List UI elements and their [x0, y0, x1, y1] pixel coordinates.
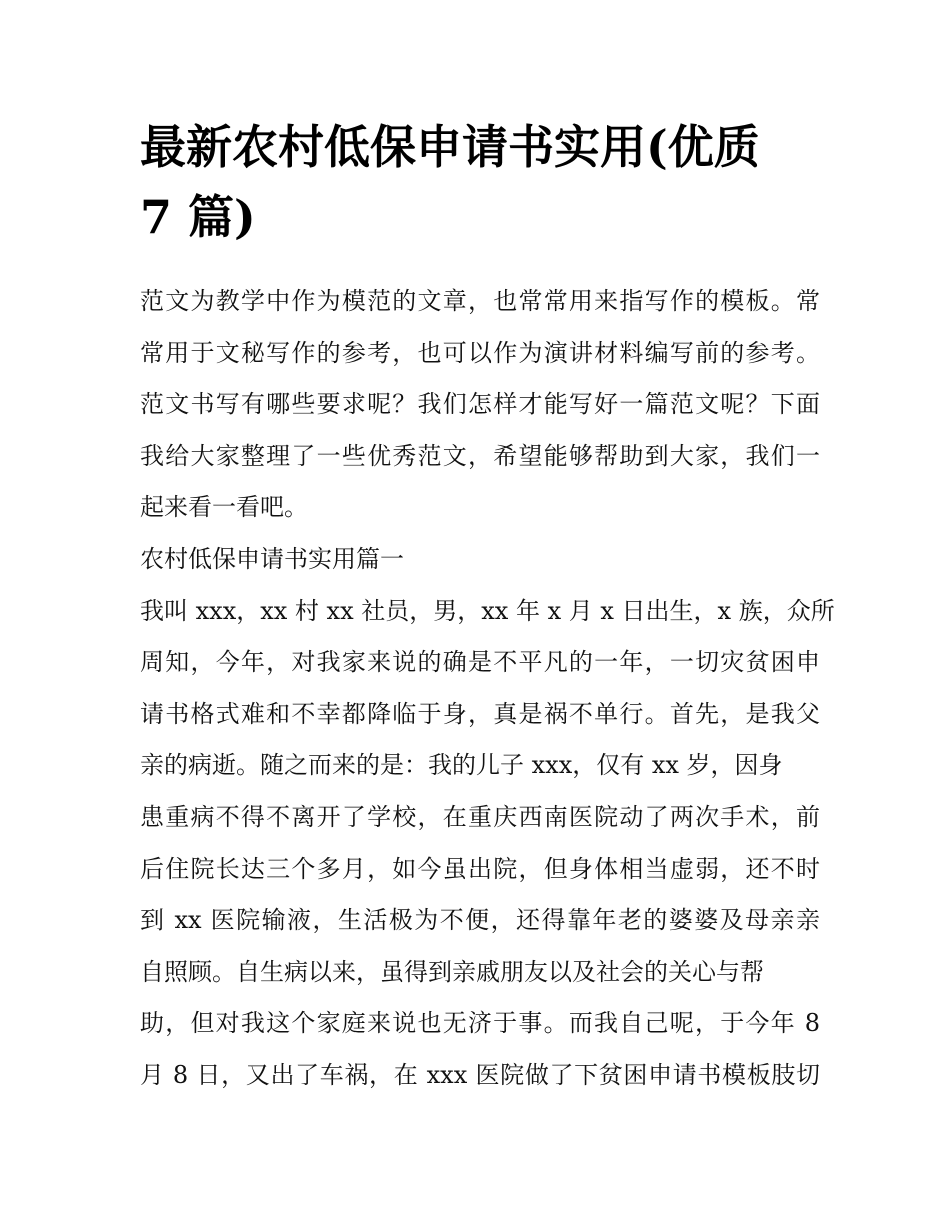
intro-line: 范文为教学中作为模范的文章，也常常用来指写作的模板。常: [140, 287, 820, 315]
intro-line: 我给大家整理了一些优秀范文，希望能够帮助到大家，我们一: [140, 441, 820, 470]
body-line: 自照顾。自生病以来，虽得到亲戚朋友以及社会的关心与帮: [140, 957, 764, 986]
title-line-1: 最新农村低保申请书实用(优质: [140, 120, 760, 174]
body-line: 周知，今年，对我家来说的确是不平凡的一年，一切灾贫困申: [140, 648, 820, 677]
body-line: 我叫 xxx，xx 村 xx 社员，男，xx 年 x 月 x 日出生，x 族，众所: [140, 596, 835, 625]
body-line: 月 8 日，又出了车祸，在 xxx 医院做了下贫困申请书模板肢切: [140, 1060, 820, 1089]
body-line: 患重病不得不离开了学校，在重庆西南医院动了两次手术，前: [140, 802, 820, 831]
body-line: 到 xx 医院输液，生活极为不便，还得靠年老的婆婆及母亲亲: [140, 906, 820, 935]
body-line: 亲的病逝。随之而来的是：我的儿子 xxx，仅有 xx 岁，因身: [140, 751, 783, 780]
title-line-2: 7 篇): [140, 190, 256, 244]
intro-line: 范文书写有哪些要求呢？我们怎样才能写好一篇范文呢？下面: [140, 390, 820, 419]
intro-line: 起来看一看吧。: [140, 493, 308, 522]
intro-line: 常用于文秘写作的参考，也可以作为演讲材料编写前的参考。: [140, 338, 820, 367]
body-line: 请书格式难和不幸都降临于身，真是祸不单行。首先，是我父: [140, 699, 820, 728]
body-line: 后住院长达三个多月，如今虽出院，但身体相当虚弱，还不时: [140, 854, 820, 883]
section-heading: 农村低保申请书实用篇一: [140, 544, 404, 573]
body-line: 助，但对我这个家庭来说也无济于事。而我自己呢，于今年 8: [140, 1009, 820, 1038]
document-body: [140, 276, 835, 1102]
document-title: [140, 112, 820, 252]
